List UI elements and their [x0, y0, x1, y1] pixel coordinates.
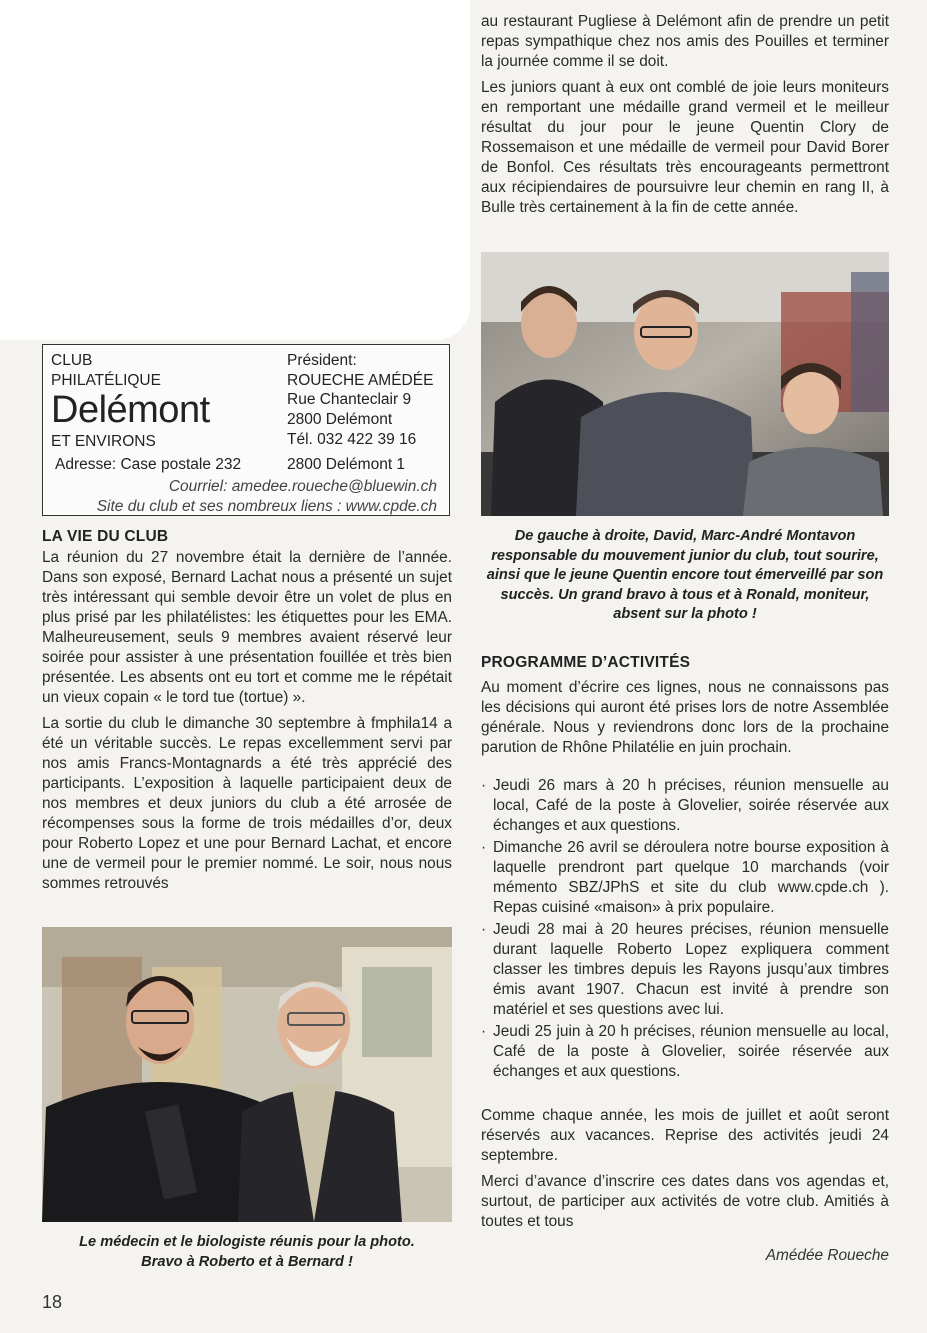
- programme-summer: Comme chaque année, les mois de juillet et août seront réservés aux vacances. Reprise des activités jeudi 24 septembre.: [481, 1107, 889, 1164]
- programme-item: · Jeudi 26 mars à 20 h précises, réunion mensuelle au local, Café de la poste à Glovelier, soirée réservée aux échanges et aux questions.: [481, 777, 889, 834]
- president-street: Rue Chanteclair 9: [287, 391, 412, 408]
- club-email[interactable]: Courriel: amedee.roueche@bluewin.ch: [168, 478, 437, 495]
- vie-du-club-para-1: La réunion du 27 novembre était la dernière de l’année. Dans son exposé, Bernard Lachat nous a présenté un sujet très intéressant qui semble devoir être un volet de plus en plus prisé par les philatélistes: les étiquettes pour les EMA. Malheureusement, seuls 9 membres avaient réservé leur soirée pour assister à une présentation fouillée et très bien présentée. Les absents ont eu tort et comme me le répétait un vieux copain « le tord tue (tortue) ».: [42, 549, 452, 706]
- doctors-caption-line-1: Le médecin et le biologiste réunis pour la photo.: [79, 1234, 415, 1250]
- programme-thanks: Merci d’avance d’inscrire ces dates dans vos agendas et, surtout, de participer aux activités de votre club. Amitiés à toutes et tous: [481, 1173, 889, 1230]
- juniors-photo-caption: De gauche à droite, David, Marc-André Montavon responsable du mouvement junior du club, tout sourire, ainsi que le jeune Quentin encore tout émerveillé par son succès. Un grand bravo à tous et à Ronald, moniteur, absent sur la photo !: [486, 528, 884, 622]
- club-address: Adresse: Case postale 232: [55, 456, 242, 473]
- programme-intro: Au moment d’écrire ces lignes, nous ne connaissons pas les décisions qui auront été prises lors de notre Assemblée générale. Nous y reviendrons donc lors de la prochaine parution de Rhône Philatélie en juin prochain.: [481, 679, 889, 756]
- vie-du-club-heading: LA VIE DU CLUB: [42, 528, 169, 545]
- philatelique-label: PHILATÉLIQUE: [51, 372, 161, 389]
- club-website[interactable]: Site du club et ses nombreux liens : www.cpde.ch: [96, 498, 437, 515]
- president-city: 2800 Delémont: [287, 411, 393, 428]
- juniors-photo-image: [481, 252, 889, 516]
- doctors-caption-line-2: Bravo à Roberto et à Bernard !: [141, 1253, 353, 1270]
- signature: Amédée Roueche: [765, 1247, 889, 1264]
- postal-city: 2800 Delémont 1: [287, 456, 406, 473]
- photo-doctors: [42, 927, 452, 1222]
- programme-item: · Jeudi 25 juin à 20 h précises, réunion mensuelle au local, Café de la poste à Glovelier, soirée réservée aux échanges et aux questions.: [481, 1023, 889, 1080]
- programme-item-text: Jeudi 28 mai à 20 heures précises, réunion mensuelle durant laquelle Roberto Lopez expliquera comment classer les timbres depuis les Rayons jusqu’aux timbres émis avant 1907. Chacun est invité à prendre son matériel et ses questions avec lui.: [493, 921, 889, 1018]
- programme-item: · Dimanche 26 avril se déroulera notre bourse exposition à laquelle prendront part quelque 10 marchands (voir mémento SBZ/JPhS et site du club www.cpde.ch ). Repas cuisiné «maison» à prix populaire.: [481, 839, 889, 916]
- vie-du-club-para-2: La sortie du club le dimanche 30 septembre à fmphila14 a été un véritable succès. Le repas excellemment servi par nos amis Francs-Montagnards a été très apprécié des participants. L’exposition à laquelle participaient deux de nos membres et deux juniors du club a été arrosée de récompenses sous la forme de trois médailles d’or, deux pour Roberto Lopez et une pour Bernard Lachat, et encore une de vermeil pour le premier nommé. Le soir, nous nous sommes retrouvés: [42, 715, 452, 892]
- doctors-photo-caption: [42, 1233, 452, 1272]
- president-name: ROUECHE AMÉDÉE: [287, 372, 434, 389]
- president-tel: Tél. 032 422 39 16: [287, 431, 417, 448]
- club-label: CLUB: [51, 352, 93, 369]
- president-label: Président:: [287, 352, 357, 369]
- blank-area: [0, 0, 470, 340]
- right-top-text: [481, 12, 889, 218]
- right-para-1: au restaurant Pugliese à Delémont afin de prendre un petit repas sympathique chez nos amis des Pouilles et terminer la journée comme il se doit.: [481, 13, 889, 70]
- programme-item-text: Jeudi 26 mars à 20 h précises, réunion mensuelle au local, Café de la poste à Glovelier, soirée réservée aux échanges et aux questions.: [493, 777, 889, 834]
- programme-item-text: Dimanche 26 avril se déroulera notre bourse exposition à laquelle prendront part quelque 10 marchands (voir mémento SBZ/JPhS et site du club www.cpde.ch ). Repas cuisiné «maison» à prix populaire.: [493, 839, 889, 916]
- club-info-box: [42, 344, 450, 516]
- programme-item-text: Jeudi 25 juin à 20 h précises, réunion mensuelle au local, Café de la poste à Glovelier, soirée réservée aux échanges et aux questions.: [493, 1023, 889, 1080]
- vie-du-club-section: [42, 528, 452, 894]
- photo-juniors: [481, 252, 889, 516]
- environs-label: ET ENVIRONS: [51, 433, 156, 450]
- programme-section: [481, 654, 889, 1232]
- programme-item: · Jeudi 28 mai à 20 heures précises, réunion mensuelle durant laquelle Roberto Lopez expliquera comment classer les timbres depuis les Rayons jusqu’aux timbres émis avant 1907. Chacun est invité à prendre son matériel et ses questions avec lui.: [481, 921, 889, 1018]
- page-number: 18: [42, 1292, 63, 1312]
- club-name: Delémont: [51, 389, 210, 431]
- programme-list: [481, 776, 889, 1082]
- right-para-2: Les juniors quant à eux ont comblé de joie leurs moniteurs en remportant une médaille grand vermeil et le meilleur résultat du jour pour le jeune Quentin Clory de Rossemaison et une médaille de vermeil pour David Borer de Bonfol. Ces résultats très encourageants permettront aux récipiendaires de poursuivre leur chemin en rang II, à Bulle très certainement à la fin de cette année.: [481, 79, 889, 216]
- programme-heading: PROGRAMME D’ACTIVITÉS: [481, 654, 691, 671]
- doctors-photo-image: [42, 927, 452, 1222]
